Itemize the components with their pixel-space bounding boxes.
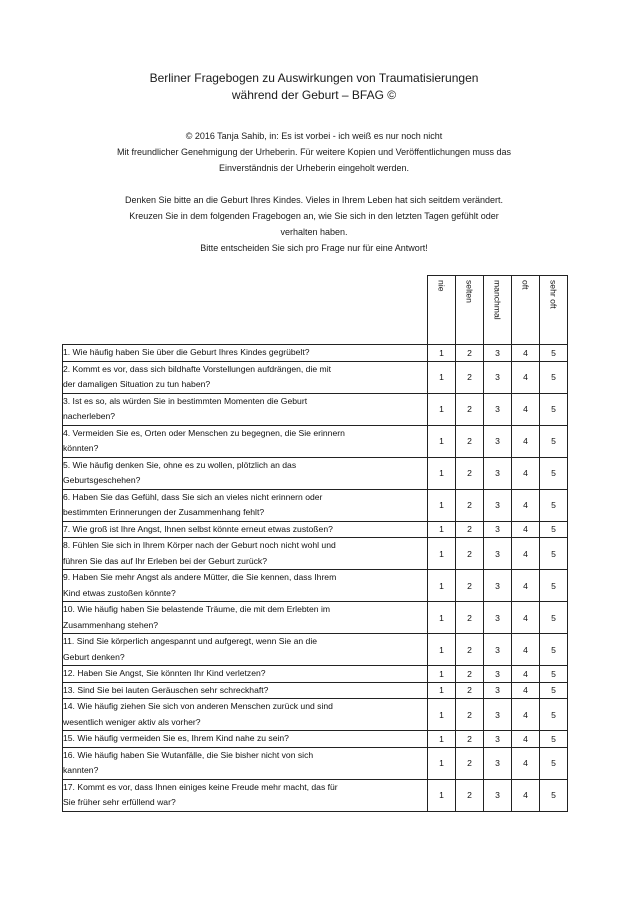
question-row xyxy=(63,521,568,538)
question-text-line: 1. Wie häufig haben Sie über die Geburt Ihres Kindes gegrübelt? xyxy=(63,347,310,357)
answer-option-1[interactable]: 1 xyxy=(428,393,456,425)
answer-option-5[interactable]: 5 xyxy=(540,345,568,362)
question-text-line: 5. Wie häufig denken Sie, ohne es zu wollen, plötzlich an das xyxy=(63,459,297,470)
answer-option-1[interactable]: 1 xyxy=(428,731,456,748)
question-text xyxy=(63,699,428,731)
question-text xyxy=(63,731,428,748)
answer-option-2[interactable]: 2 xyxy=(456,699,484,731)
question-text xyxy=(63,425,428,457)
answer-option-1[interactable]: 1 xyxy=(428,457,456,489)
answer-option-1[interactable]: 1 xyxy=(428,425,456,457)
answer-option-3[interactable]: 3 xyxy=(484,666,512,683)
answer-option-2[interactable]: 2 xyxy=(456,682,484,699)
question-text xyxy=(63,393,428,425)
answer-option-4[interactable]: 4 xyxy=(512,345,540,362)
answer-option-5[interactable]: 5 xyxy=(540,602,568,634)
answer-option-4[interactable]: 4 xyxy=(512,666,540,683)
answer-option-2[interactable]: 2 xyxy=(456,489,484,521)
answer-option-4[interactable]: 4 xyxy=(512,425,540,457)
question-row xyxy=(63,682,568,699)
answer-option-3[interactable]: 3 xyxy=(484,457,512,489)
answer-option-4[interactable]: 4 xyxy=(512,570,540,602)
question-row xyxy=(63,345,568,362)
answer-option-4[interactable]: 4 xyxy=(512,457,540,489)
answer-option-1[interactable]: 1 xyxy=(428,538,456,570)
answer-option-2[interactable]: 2 xyxy=(456,634,484,666)
question-row xyxy=(63,393,568,425)
answer-option-3[interactable]: 3 xyxy=(484,731,512,748)
answer-option-5[interactable]: 5 xyxy=(540,779,568,811)
question-text-line: Geburtsgeschehen? xyxy=(63,475,141,485)
answer-option-5[interactable]: 5 xyxy=(540,457,568,489)
question-row xyxy=(63,570,568,602)
answer-option-2[interactable]: 2 xyxy=(456,393,484,425)
answer-option-4[interactable]: 4 xyxy=(512,393,540,425)
answer-option-1[interactable]: 1 xyxy=(428,361,456,393)
question-row xyxy=(63,361,568,393)
questionnaire-table xyxy=(62,275,568,812)
answer-option-5[interactable]: 5 xyxy=(540,699,568,731)
answer-option-5[interactable]: 5 xyxy=(540,425,568,457)
answer-option-1[interactable]: 1 xyxy=(428,602,456,634)
question-text-line: 2. Kommt es vor, dass sich bildhafte Vorstellungen aufdrängen, die mit xyxy=(63,363,331,374)
question-text-line: der damaligen Situation zu tun haben? xyxy=(63,379,211,389)
question-text-line: führen Sie das auf Ihr Erleben bei der Geburt zurück? xyxy=(63,555,267,566)
question-text-line: 16. Wie häufig haben Sie Wutanfälle, die Sie bisher nicht von sich xyxy=(63,749,314,760)
answer-option-5[interactable]: 5 xyxy=(540,747,568,779)
answer-option-3[interactable]: 3 xyxy=(484,345,512,362)
answer-option-3[interactable]: 3 xyxy=(484,699,512,731)
answer-option-5[interactable]: 5 xyxy=(540,393,568,425)
scale-header-selten: selten xyxy=(456,276,484,345)
answer-option-2[interactable]: 2 xyxy=(456,538,484,570)
answer-option-3[interactable]: 3 xyxy=(484,425,512,457)
answer-option-2[interactable]: 2 xyxy=(456,570,484,602)
question-text-line: 17. Kommt es vor, dass Ihnen einiges keine Freude mehr macht, das für xyxy=(63,781,338,792)
question-text xyxy=(63,747,428,779)
question-text-line: bestimmten Erinnerungen der Zusammenhang fehlt? xyxy=(63,507,265,517)
question-text-line: 9. Haben Sie mehr Angst als andere Mütter, die Sie kennen, dass Ihrem xyxy=(63,572,337,582)
question-text-line: 4. Vermeiden Sie es, Orten oder Menschen zu begegnen, die Sie erinnern xyxy=(63,427,345,438)
instruction-line: Bitte entscheiden Sie sich pro Frage nur für eine Antwort! xyxy=(200,243,428,253)
question-text xyxy=(63,634,428,666)
question-text-line: nacherleben? xyxy=(63,411,116,421)
answer-option-4[interactable]: 4 xyxy=(512,634,540,666)
question-row xyxy=(63,538,568,570)
question-row xyxy=(63,666,568,683)
question-row xyxy=(63,699,568,731)
question-text xyxy=(63,602,428,634)
answer-option-1[interactable]: 1 xyxy=(428,682,456,699)
answer-option-5[interactable]: 5 xyxy=(540,682,568,699)
instructions xyxy=(50,192,578,256)
question-text-line: Sie früher sehr erfüllend war? xyxy=(63,797,176,807)
question-row xyxy=(63,779,568,811)
answer-option-3[interactable]: 3 xyxy=(484,521,512,538)
question-row xyxy=(63,425,568,457)
title-line: Berliner Fragebogen zu Auswirkungen von Traumatisierungen xyxy=(149,71,479,85)
answer-option-2[interactable]: 2 xyxy=(456,521,484,538)
answer-option-1[interactable]: 1 xyxy=(428,779,456,811)
question-text-line: könnten? xyxy=(63,443,99,453)
answer-option-4[interactable]: 4 xyxy=(512,538,540,570)
scale-header-sehr-oft: sehr oft xyxy=(540,276,568,345)
question-text-line: 12. Haben Sie Angst, Sie könnten Ihr Kind verletzen? xyxy=(63,668,266,678)
answer-option-3[interactable]: 3 xyxy=(484,634,512,666)
answer-option-1[interactable]: 1 xyxy=(428,570,456,602)
answer-option-3[interactable]: 3 xyxy=(484,489,512,521)
answer-option-1[interactable]: 1 xyxy=(428,634,456,666)
question-text-line: 3. Ist es so, als würden Sie in bestimmten Momenten die Geburt xyxy=(63,395,308,406)
question-text-line: wesentlich weniger aktiv als vorher? xyxy=(63,716,201,727)
answer-option-5[interactable]: 5 xyxy=(540,731,568,748)
answer-option-2[interactable]: 2 xyxy=(456,666,484,683)
question-text-line: 7. Wie groß ist Ihre Angst, Ihnen selbst könnte erneut etwas zustoßen? xyxy=(63,523,333,534)
question-text-line: 10. Wie häufig haben Sie belastende Träume, die mit dem Erlebten im xyxy=(63,604,331,614)
answer-option-3[interactable]: 3 xyxy=(484,747,512,779)
header-blank-cell xyxy=(63,276,428,345)
answer-option-3[interactable]: 3 xyxy=(484,570,512,602)
question-text-line: 6. Haben Sie das Gefühl, dass Sie sich an vieles nicht erinnern oder xyxy=(63,491,323,502)
question-text-line: Kind etwas zustoßen könnte? xyxy=(63,587,176,598)
answer-option-4[interactable]: 4 xyxy=(512,731,540,748)
question-row xyxy=(63,747,568,779)
answer-option-4[interactable]: 4 xyxy=(512,747,540,779)
answer-option-1[interactable]: 1 xyxy=(428,521,456,538)
answer-option-5[interactable]: 5 xyxy=(540,361,568,393)
answer-option-1[interactable]: 1 xyxy=(428,345,456,362)
question-text xyxy=(63,345,428,362)
question-row xyxy=(63,634,568,666)
answer-option-3[interactable]: 3 xyxy=(484,361,512,393)
question-text xyxy=(63,457,428,489)
question-row xyxy=(63,489,568,521)
copyright-notice xyxy=(50,128,578,176)
question-text xyxy=(63,682,428,699)
scale-header-manchmal: manchmal xyxy=(484,276,512,345)
answer-option-1[interactable]: 1 xyxy=(428,666,456,683)
answer-option-4[interactable]: 4 xyxy=(512,361,540,393)
answer-option-5[interactable]: 5 xyxy=(540,570,568,602)
question-text-line: 11. Sind Sie körperlich angespannt und aufgeregt, wenn Sie an die xyxy=(63,636,318,646)
instruction-line: Denken Sie bitte an die Geburt Ihres Kindes. Vieles in Ihrem Leben hat sich seitdem verändert. xyxy=(124,195,504,205)
answer-option-5[interactable]: 5 xyxy=(540,538,568,570)
answer-option-2[interactable]: 2 xyxy=(456,747,484,779)
copyright-line: © 2016 Tanja Sahib, in: Es ist vorbei - ich weiß es nur noch nicht xyxy=(185,131,443,141)
answer-option-3[interactable]: 3 xyxy=(484,779,512,811)
question-text xyxy=(63,570,428,602)
answer-option-1[interactable]: 1 xyxy=(428,747,456,779)
answer-option-5[interactable]: 5 xyxy=(540,521,568,538)
answer-option-5[interactable]: 5 xyxy=(540,666,568,683)
answer-option-5[interactable]: 5 xyxy=(540,489,568,521)
question-text xyxy=(63,779,428,811)
question-text-line: 14. Wie häufig ziehen Sie sich von anderen Menschen zurück und sind xyxy=(63,701,333,711)
answer-option-2[interactable]: 2 xyxy=(456,731,484,748)
answer-option-2[interactable]: 2 xyxy=(456,457,484,489)
answer-option-3[interactable]: 3 xyxy=(484,602,512,634)
instruction-line: Kreuzen Sie in dem folgenden Fragebogen an, wie Sie sich in den letzten Tagen gefühlt oder xyxy=(129,211,499,221)
question-row xyxy=(63,731,568,748)
answer-option-5[interactable]: 5 xyxy=(540,634,568,666)
answer-option-4[interactable]: 4 xyxy=(512,699,540,731)
answer-option-2[interactable]: 2 xyxy=(456,345,484,362)
answer-option-3[interactable]: 3 xyxy=(484,393,512,425)
question-text xyxy=(63,521,428,538)
question-text-line: Geburt denken? xyxy=(63,651,125,662)
title-line: während der Geburt – BFAG © xyxy=(231,88,397,102)
question-text xyxy=(63,538,428,570)
question-text xyxy=(63,666,428,683)
question-row xyxy=(63,602,568,634)
instruction-line: verhalten haben. xyxy=(280,227,348,237)
answer-option-4[interactable]: 4 xyxy=(512,682,540,699)
question-text-line: 13. Sind Sie bei lauten Geräuschen sehr schreckhaft? xyxy=(63,684,269,695)
answer-option-4[interactable]: 4 xyxy=(512,521,540,538)
question-text xyxy=(63,361,428,393)
answer-option-4[interactable]: 4 xyxy=(512,489,540,521)
answer-option-3[interactable]: 3 xyxy=(484,538,512,570)
scale-header-oft: oft xyxy=(512,276,540,345)
answer-option-2[interactable]: 2 xyxy=(456,602,484,634)
question-row xyxy=(63,457,568,489)
answer-option-2[interactable]: 2 xyxy=(456,779,484,811)
question-text-line: Zusammenhang stehen? xyxy=(63,619,159,630)
answer-option-1[interactable]: 1 xyxy=(428,699,456,731)
question-text-line: kannten? xyxy=(63,765,99,775)
question-text xyxy=(63,489,428,521)
scale-header-row xyxy=(63,276,568,345)
copyright-line: Mit freundlicher Genehmigung der Urheberin. Für weitere Kopien und Veröffentlichungen muss das xyxy=(116,147,512,157)
answer-option-3[interactable]: 3 xyxy=(484,682,512,699)
scale-header-nie: nie xyxy=(428,276,456,345)
answer-option-2[interactable]: 2 xyxy=(456,425,484,457)
answer-option-4[interactable]: 4 xyxy=(512,602,540,634)
answer-option-1[interactable]: 1 xyxy=(428,489,456,521)
question-text-line: 15. Wie häufig vermeiden Sie es, Ihrem Kind nahe zu sein? xyxy=(63,733,289,743)
answer-option-4[interactable]: 4 xyxy=(512,779,540,811)
answer-option-2[interactable]: 2 xyxy=(456,361,484,393)
copyright-line: Einverständnis der Urheberin eingeholt werden. xyxy=(218,163,410,173)
question-text-line: 8. Fühlen Sie sich in Ihrem Körper nach der Geburt noch nicht wohl und xyxy=(63,540,336,550)
document-title xyxy=(0,70,628,104)
